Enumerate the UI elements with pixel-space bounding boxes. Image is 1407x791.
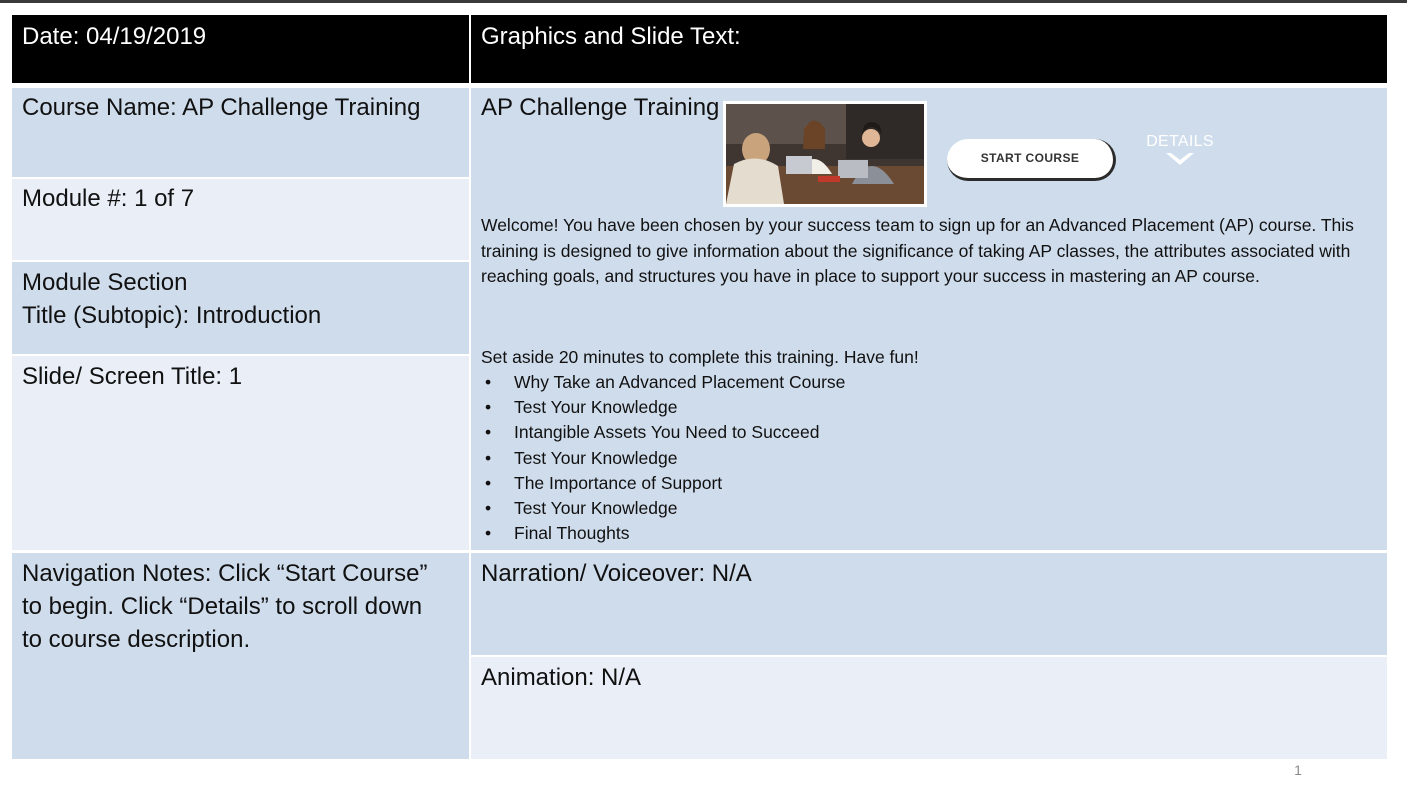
topic-label: Final Thoughts [514, 523, 630, 544]
list-item [481, 446, 845, 471]
window-top-border [0, 0, 1407, 3]
date-text: Date: 04/19/2019 [22, 23, 207, 50]
navigation-notes-cell [12, 553, 469, 759]
slide-content-cell [471, 88, 1387, 550]
bullet-icon: • [485, 422, 492, 443]
date-header [12, 15, 469, 83]
animation-cell [471, 657, 1387, 759]
module-number-cell [12, 179, 469, 260]
bullet-icon: • [485, 397, 492, 418]
bullet-icon: • [485, 372, 492, 392]
list-item [481, 370, 845, 395]
module-number-text: Module #: 1 of 7 [22, 185, 195, 212]
navigation-notes-text: Navigation Notes: Click “Start Course” to begin. Click “Details” to scroll down to course description. [22, 560, 428, 653]
bullet-icon: • [485, 472, 492, 493]
students-with-laptops-photo [723, 101, 927, 207]
slide-title-text: Slide/ Screen Title: 1 [22, 363, 243, 390]
page-number: 1 [1294, 762, 1302, 778]
welcome-paragraph: Welcome! You have been chosen by your success team to sign up for an Advanced Placement (AP) course. This training is designed to give information about the significance of taking AP classes, the attributes associated with reaching goals, and structures you have in place to support your success in mastering an AP course. [481, 215, 1354, 286]
list-item [481, 471, 845, 496]
narration-cell [471, 553, 1387, 655]
bullet-icon: • [485, 447, 492, 468]
topic-label: The Importance of Support [514, 472, 723, 493]
course-name-text: Course Name: AP Challenge Training [22, 94, 421, 121]
course-name-cell [12, 88, 469, 177]
list-item [481, 496, 845, 521]
bullet-icon: • [485, 523, 492, 544]
list-item [481, 395, 845, 420]
topic-label: Intangible Assets You Need to Succeed [514, 422, 820, 443]
chevron-down-icon [1165, 152, 1195, 166]
list-item [481, 420, 845, 445]
slide-title-cell [12, 356, 469, 550]
module-section-text: Module Section Title (Subtopic): Introduction [22, 269, 322, 329]
narration-text: Narration/ Voiceover: N/A [481, 560, 752, 587]
start-course-button[interactable]: START COURSE [947, 139, 1116, 181]
details-link[interactable] [1139, 132, 1221, 166]
bullet-icon: • [485, 498, 492, 519]
animation-text: Animation: N/A [481, 664, 642, 691]
graphics-heading-text: Graphics and Slide Text: [481, 23, 741, 50]
slide-heading: AP Challenge Training [481, 94, 720, 121]
time-estimate-text: Set aside 20 minutes to complete this training. Have fun! [481, 347, 919, 367]
topic-label: Test Your Knowledge [514, 397, 678, 418]
topic-label: Test Your Knowledge [514, 447, 678, 468]
list-item [481, 521, 845, 546]
graphics-header [471, 15, 1387, 83]
topic-list [481, 370, 845, 546]
details-label: DETAILS [1146, 133, 1214, 150]
topic-label: Test Your Knowledge [514, 498, 678, 519]
topic-label: Why Take an Advanced Placement Course [514, 372, 846, 392]
module-section-cell [12, 262, 469, 354]
